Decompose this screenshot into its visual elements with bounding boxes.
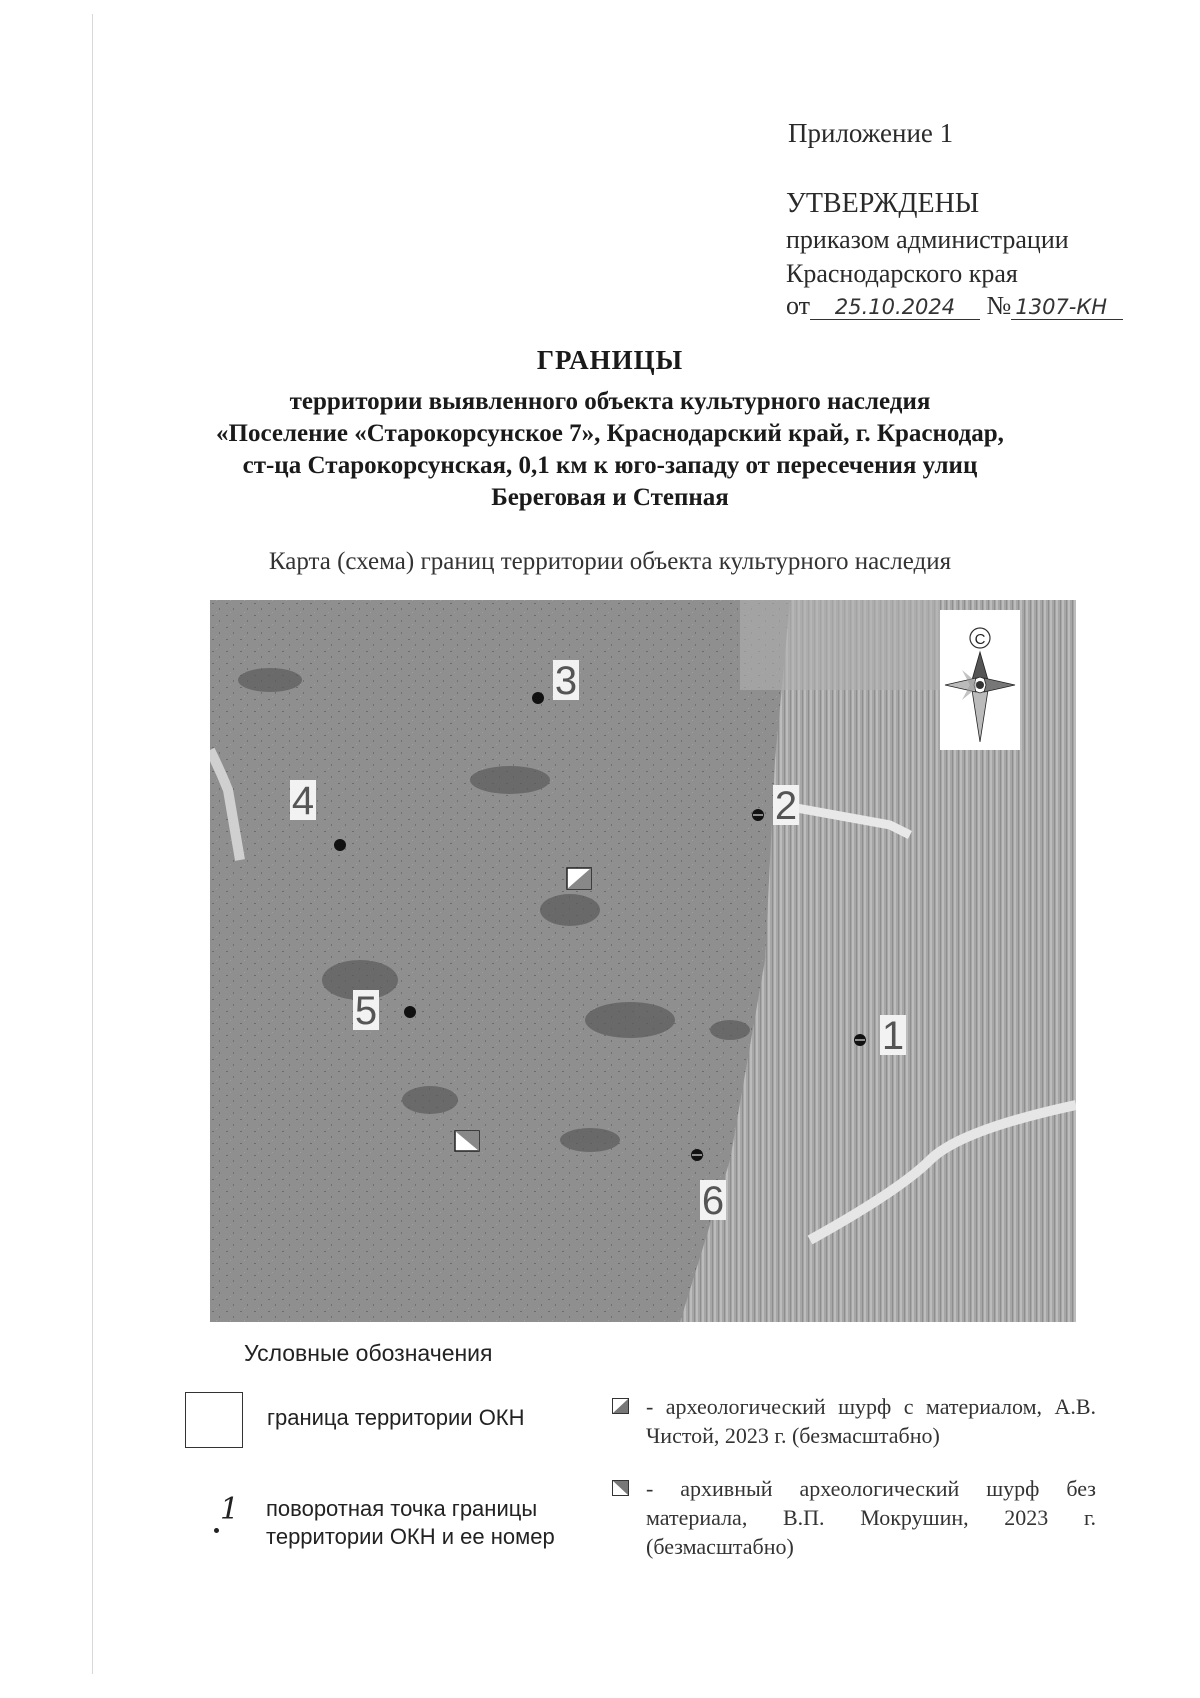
boundary-point-label: 3 — [554, 659, 578, 703]
handwritten-number: 1307-КН — [1011, 295, 1123, 320]
legend-pit-with-material: - археологический шурф с материалом, А.В. Чистой, 2023 г. (безмасштабно) — [646, 1394, 1096, 1448]
subtitle-line-4: Береговая и Степная — [491, 484, 729, 511]
subtitle-line-3: ст-ца Старокорсунская, 0,1 км к юго-западу от пересечения улиц — [242, 452, 978, 479]
subtitle-line-1: территории выявленного объекта культурного наследия — [289, 388, 931, 415]
boundary-map — [210, 600, 1076, 1322]
pit-with-material-icon — [612, 1398, 629, 1414]
legend-archive-pit: - архивный археологический шурф без материала, В.П. Мокрушин, 2023 г. (безмасштабно) — [646, 1476, 1096, 1559]
boundary-point-label: 6 — [701, 1179, 725, 1223]
page-margin-line — [92, 14, 93, 1674]
compass-label: С — [974, 631, 986, 648]
legend-point-dot — [214, 1528, 219, 1533]
map-image — [210, 600, 1076, 1322]
approved-by-line1: приказом администрации — [786, 225, 1069, 254]
approval-date-number — [786, 290, 1123, 322]
approved-label: УТВЕРЖДЕНЫ — [786, 188, 980, 219]
boundary-point-label: 5 — [354, 989, 378, 1033]
legend-boundary-label: граница территории ОКН — [267, 1405, 525, 1430]
document-subtitle — [150, 386, 1070, 514]
field-top — [740, 600, 940, 690]
archive-pit-marker — [455, 1131, 479, 1151]
subtitle-line-2: «Поселение «Старокорсунское 7», Краснодарский край, г. Краснодар, — [216, 420, 1004, 447]
boundary-point-marker — [334, 839, 346, 851]
legend-point-line2: территории ОКН и ее номер — [266, 1524, 555, 1549]
archive-pit-icon — [612, 1480, 629, 1496]
approved-by-line2: Краснодарского края — [786, 259, 1018, 288]
legend-point-number: 1 — [220, 1492, 240, 1527]
map-caption: Карта (схема) границ территории объекта культурного наследия — [268, 548, 952, 575]
boundary-point-marker — [532, 692, 544, 704]
legend-point-line1: поворотная точка границы — [266, 1496, 538, 1521]
handwritten-date: 25.10.2024 — [810, 295, 980, 320]
archaeological-pit-marker — [567, 868, 591, 889]
boundary-point-label: 4 — [291, 779, 315, 823]
legend-boundary-swatch — [185, 1392, 243, 1448]
legend-point-label — [266, 1495, 555, 1551]
document-title: ГРАНИЦЫ — [536, 345, 684, 375]
boundary-point-label: 2 — [774, 784, 798, 828]
number-prefix: № — [986, 291, 1012, 320]
appendix-label: Приложение 1 — [788, 118, 954, 148]
legend-title: Условные обозначения — [244, 1340, 493, 1366]
date-prefix: от — [786, 291, 811, 320]
boundary-point-marker — [404, 1006, 416, 1018]
boundary-point-label: 1 — [881, 1014, 905, 1058]
